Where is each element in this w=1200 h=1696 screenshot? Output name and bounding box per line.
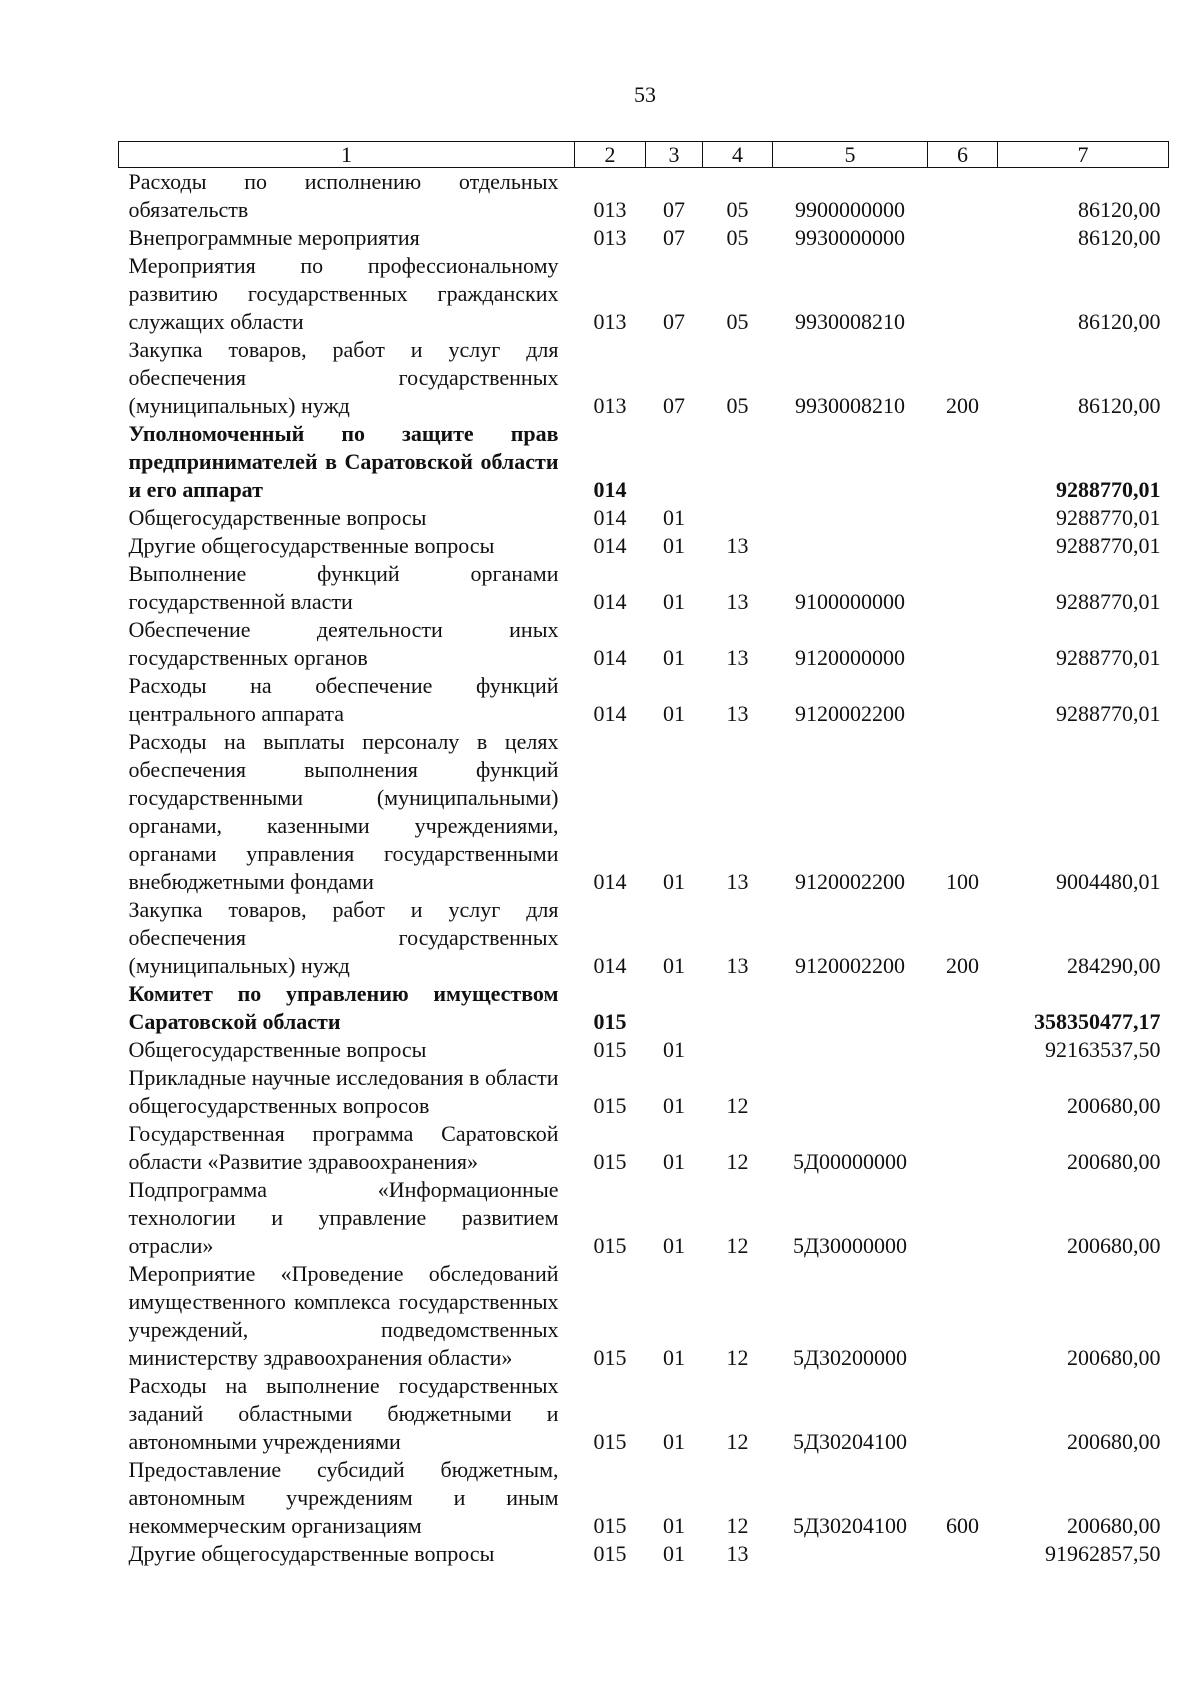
- table-row: [119, 560, 1169, 616]
- header-col-7: 7: [998, 142, 1169, 168]
- header-col-3: 3: [646, 142, 703, 168]
- row-amount: 200680,00: [1067, 1093, 1161, 1118]
- row-target-code: 9120000000: [795, 645, 905, 670]
- row-section-code: 01: [663, 1233, 685, 1258]
- row-section-code: 01: [663, 953, 685, 978]
- row-ministry-code: 015: [593, 1233, 627, 1258]
- row-subsection-code: [703, 504, 773, 532]
- row-target-code: 9120002200: [795, 869, 905, 894]
- header-row: [119, 142, 1169, 168]
- row-expense-type: [928, 532, 998, 560]
- row-ministry-code: 014: [593, 589, 627, 614]
- row-name: Общегосударственные вопросы: [128, 1037, 427, 1062]
- row-target-code: [773, 1064, 928, 1120]
- table-row: [119, 504, 1169, 532]
- header-col-4: 4: [703, 142, 773, 168]
- row-section-code: 07: [663, 225, 685, 250]
- row-expense-type: [928, 504, 998, 532]
- row-target-code: 9930008210: [795, 393, 905, 418]
- row-name: Расходы на выплаты персоналу в целях обеспечения выполнения функций государственными (муниципальными) органами, казенными учреждениями, органами управления государственными внебюджетными фондами: [128, 729, 559, 894]
- row-name: Предоставление субсидий бюджетным, автономным учреждениям и иным некоммерческим организациям: [128, 1457, 559, 1538]
- header-col-2: 2: [575, 142, 646, 168]
- row-name: Комитет по управлению имуществом Саратовской области: [128, 981, 559, 1034]
- table-row: [119, 1120, 1169, 1176]
- row-amount: 200680,00: [1067, 1149, 1161, 1174]
- row-section-code: [646, 420, 703, 504]
- row-amount: 9288770,01: [1056, 589, 1161, 614]
- row-subsection-code: 12: [726, 1513, 749, 1538]
- table-row: [119, 1176, 1169, 1260]
- row-section-code: 01: [663, 1037, 685, 1062]
- row-ministry-code: 013: [593, 197, 627, 222]
- table-row: [119, 980, 1169, 1036]
- row-expense-type: [928, 1540, 998, 1568]
- row-amount: 9288770,01: [1056, 645, 1161, 670]
- row-expense-type: [928, 224, 998, 252]
- row-subsection-code: 12: [726, 1149, 749, 1174]
- row-section-code: [646, 980, 703, 1036]
- row-ministry-code: 013: [593, 309, 627, 334]
- header-col-6: 6: [928, 142, 998, 168]
- row-target-code: 9120002200: [795, 953, 905, 978]
- row-amount: 9004480,01: [1056, 869, 1161, 894]
- row-ministry-code: 014: [593, 505, 627, 530]
- row-section-code: 01: [663, 701, 685, 726]
- table-row: [119, 1372, 1169, 1456]
- row-expense-type: 200: [946, 393, 979, 418]
- row-ministry-code: 015: [593, 1037, 627, 1062]
- row-target-code: 5Д30204100: [792, 1429, 907, 1454]
- row-target-code: [773, 1036, 928, 1064]
- row-target-code: 9900000000: [795, 197, 905, 222]
- table-row: [119, 1036, 1169, 1064]
- header-col-1: 1: [119, 142, 575, 168]
- row-section-code: 01: [663, 1345, 685, 1370]
- row-subsection-code: [703, 420, 773, 504]
- table-row: [119, 1260, 1169, 1372]
- row-name: Мероприятие «Проведение обследований имущественного комплекса государственных учреждений, подведомственных министерству здравоохранения области»: [128, 1261, 559, 1370]
- row-target-code: [773, 532, 928, 560]
- table-row: [119, 168, 1169, 225]
- row-name: Внепрограммные мероприятия: [128, 225, 420, 250]
- table-row: [119, 1064, 1169, 1120]
- row-ministry-code: 014: [593, 533, 627, 558]
- row-subsection-code: 12: [726, 1233, 749, 1258]
- row-ministry-code: 015: [593, 1009, 627, 1034]
- row-subsection-code: 05: [726, 225, 749, 250]
- row-subsection-code: 13: [726, 645, 749, 670]
- row-amount: 358350477,17: [1034, 1009, 1161, 1034]
- row-expense-type: [928, 1176, 998, 1260]
- row-amount: 9288770,01: [1056, 701, 1161, 726]
- row-amount: 91962857,50: [1045, 1541, 1161, 1566]
- row-subsection-code: [703, 1036, 773, 1064]
- row-subsection-code: 05: [726, 393, 749, 418]
- row-expense-type: [928, 672, 998, 728]
- row-target-code: 9100000000: [795, 589, 905, 614]
- table-row: [119, 616, 1169, 672]
- row-ministry-code: 013: [593, 225, 627, 250]
- row-amount: 86120,00: [1078, 197, 1161, 222]
- row-expense-type: 600: [946, 1513, 979, 1538]
- row-expense-type: [928, 980, 998, 1036]
- row-name: Расходы на выполнение государственных заданий областными бюджетными и автономными учреждениями: [128, 1373, 559, 1454]
- table-row: [119, 420, 1169, 504]
- row-amount: 9288770,01: [1056, 505, 1161, 530]
- row-amount: 86120,00: [1078, 393, 1161, 418]
- table-row: [119, 1540, 1169, 1568]
- row-section-code: 01: [663, 869, 685, 894]
- row-amount: 86120,00: [1078, 309, 1161, 334]
- row-name: Обеспечение деятельности иных государственных органов: [128, 617, 559, 670]
- row-target-code: 5Д30000000: [792, 1233, 907, 1258]
- row-amount: 200680,00: [1067, 1345, 1161, 1370]
- row-expense-type: [928, 168, 998, 225]
- row-amount: 200680,00: [1067, 1233, 1161, 1258]
- table-row: [119, 532, 1169, 560]
- row-target-code: [773, 420, 928, 504]
- row-expense-type: [928, 1260, 998, 1372]
- row-expense-type: [928, 1064, 998, 1120]
- row-amount: 86120,00: [1078, 225, 1161, 250]
- row-target-code: 9930008210: [795, 309, 905, 334]
- row-expense-type: [928, 616, 998, 672]
- row-subsection-code: 05: [726, 309, 749, 334]
- row-amount: 9288770,01: [1056, 533, 1161, 558]
- row-ministry-code: 015: [593, 1093, 627, 1118]
- row-name: Расходы на обеспечение функций центрального аппарата: [128, 673, 559, 726]
- row-subsection-code: 13: [726, 869, 749, 894]
- row-section-code: 01: [663, 1093, 685, 1118]
- row-name: Другие общегосударственные вопросы: [128, 533, 495, 558]
- row-ministry-code: 014: [593, 701, 627, 726]
- table-row: [119, 336, 1169, 420]
- row-ministry-code: 014: [593, 645, 627, 670]
- page-number: 53: [634, 82, 656, 107]
- row-expense-type: [928, 1120, 998, 1176]
- row-ministry-code: 015: [593, 1513, 627, 1538]
- row-ministry-code: 014: [593, 869, 627, 894]
- row-target-code: 9120002200: [795, 701, 905, 726]
- row-subsection-code: 13: [726, 533, 749, 558]
- row-target-code: 5Д30204100: [792, 1513, 907, 1538]
- row-subsection-code: 13: [726, 1541, 749, 1566]
- row-amount: 200680,00: [1067, 1429, 1161, 1454]
- row-subsection-code: [703, 980, 773, 1036]
- row-name: Другие общегосударственные вопросы: [128, 1541, 495, 1566]
- row-name: Закупка товаров, работ и услуг для обеспечения государственных (муниципальных) нужд: [128, 337, 559, 418]
- row-section-code: 07: [663, 393, 685, 418]
- row-target-code: 9930000000: [795, 225, 905, 250]
- row-amount: 9288770,01: [1056, 477, 1161, 502]
- row-amount: 284290,00: [1067, 953, 1161, 978]
- row-section-code: 01: [663, 1429, 685, 1454]
- table-body: [119, 168, 1169, 1569]
- row-target-code: [773, 504, 928, 532]
- row-expense-type: 200: [946, 953, 979, 978]
- row-section-code: 01: [663, 645, 685, 670]
- row-expense-type: [928, 1372, 998, 1456]
- table-row: [119, 224, 1169, 252]
- row-section-code: 01: [663, 1149, 685, 1174]
- row-name: Закупка товаров, работ и услуг для обеспечения государственных (муниципальных) нужд: [128, 897, 559, 978]
- row-ministry-code: 015: [593, 1429, 627, 1454]
- row-section-code: 01: [663, 533, 685, 558]
- row-name: Расходы по исполнению отдельных обязательств: [128, 169, 559, 222]
- row-ministry-code: 015: [593, 1541, 627, 1566]
- row-name: Прикладные научные исследования в области общегосударственных вопросов: [128, 1065, 559, 1118]
- row-ministry-code: 015: [593, 1149, 627, 1174]
- table-row: [119, 896, 1169, 980]
- row-section-code: 07: [663, 309, 685, 334]
- row-expense-type: 100: [946, 869, 979, 894]
- row-name: Общегосударственные вопросы: [128, 505, 427, 530]
- row-expense-type: [928, 560, 998, 616]
- row-target-code: [773, 1540, 928, 1568]
- row-amount: 92163537,50: [1045, 1037, 1161, 1062]
- row-subsection-code: 05: [726, 197, 749, 222]
- row-subsection-code: 12: [726, 1429, 749, 1454]
- row-subsection-code: 13: [726, 953, 749, 978]
- row-subsection-code: 13: [726, 589, 749, 614]
- row-name: Государственная программа Саратовской области «Развитие здравоохранения»: [128, 1121, 559, 1174]
- row-amount: 200680,00: [1067, 1513, 1161, 1538]
- row-subsection-code: 12: [726, 1093, 749, 1118]
- table-row: [119, 672, 1169, 728]
- row-target-code: [773, 980, 928, 1036]
- row-target-code: 5Д00000000: [792, 1149, 907, 1174]
- row-subsection-code: 13: [726, 701, 749, 726]
- row-section-code: 07: [663, 197, 685, 222]
- table-header: [119, 142, 1169, 168]
- row-expense-type: [928, 420, 998, 504]
- row-section-code: 01: [663, 505, 685, 530]
- row-name: Подпрограмма «Информационные технологии и управление развитием отрасли»: [128, 1177, 559, 1258]
- table-row: [119, 728, 1169, 896]
- budget-table: [118, 141, 1169, 1568]
- table-row: [119, 1456, 1169, 1540]
- row-section-code: 01: [663, 1541, 685, 1566]
- row-name: Уполномоченный по защите прав предпринимателей в Саратовской области и его аппарат: [128, 421, 559, 502]
- header-col-5: 5: [773, 142, 928, 168]
- row-section-code: 01: [663, 589, 685, 614]
- row-name: Выполнение функций органами государственной власти: [128, 561, 559, 614]
- row-ministry-code: 015: [593, 1345, 627, 1370]
- row-subsection-code: 12: [726, 1345, 749, 1370]
- row-expense-type: [928, 1036, 998, 1064]
- row-name: Мероприятия по профессиональному развитию государственных гражданских служащих области: [128, 253, 559, 334]
- row-section-code: 01: [663, 1513, 685, 1538]
- row-target-code: 5Д30200000: [792, 1345, 907, 1370]
- row-ministry-code: 013: [593, 393, 627, 418]
- row-expense-type: [928, 252, 998, 336]
- row-ministry-code: 014: [593, 953, 627, 978]
- row-ministry-code: 014: [593, 477, 627, 502]
- table-row: [119, 252, 1169, 336]
